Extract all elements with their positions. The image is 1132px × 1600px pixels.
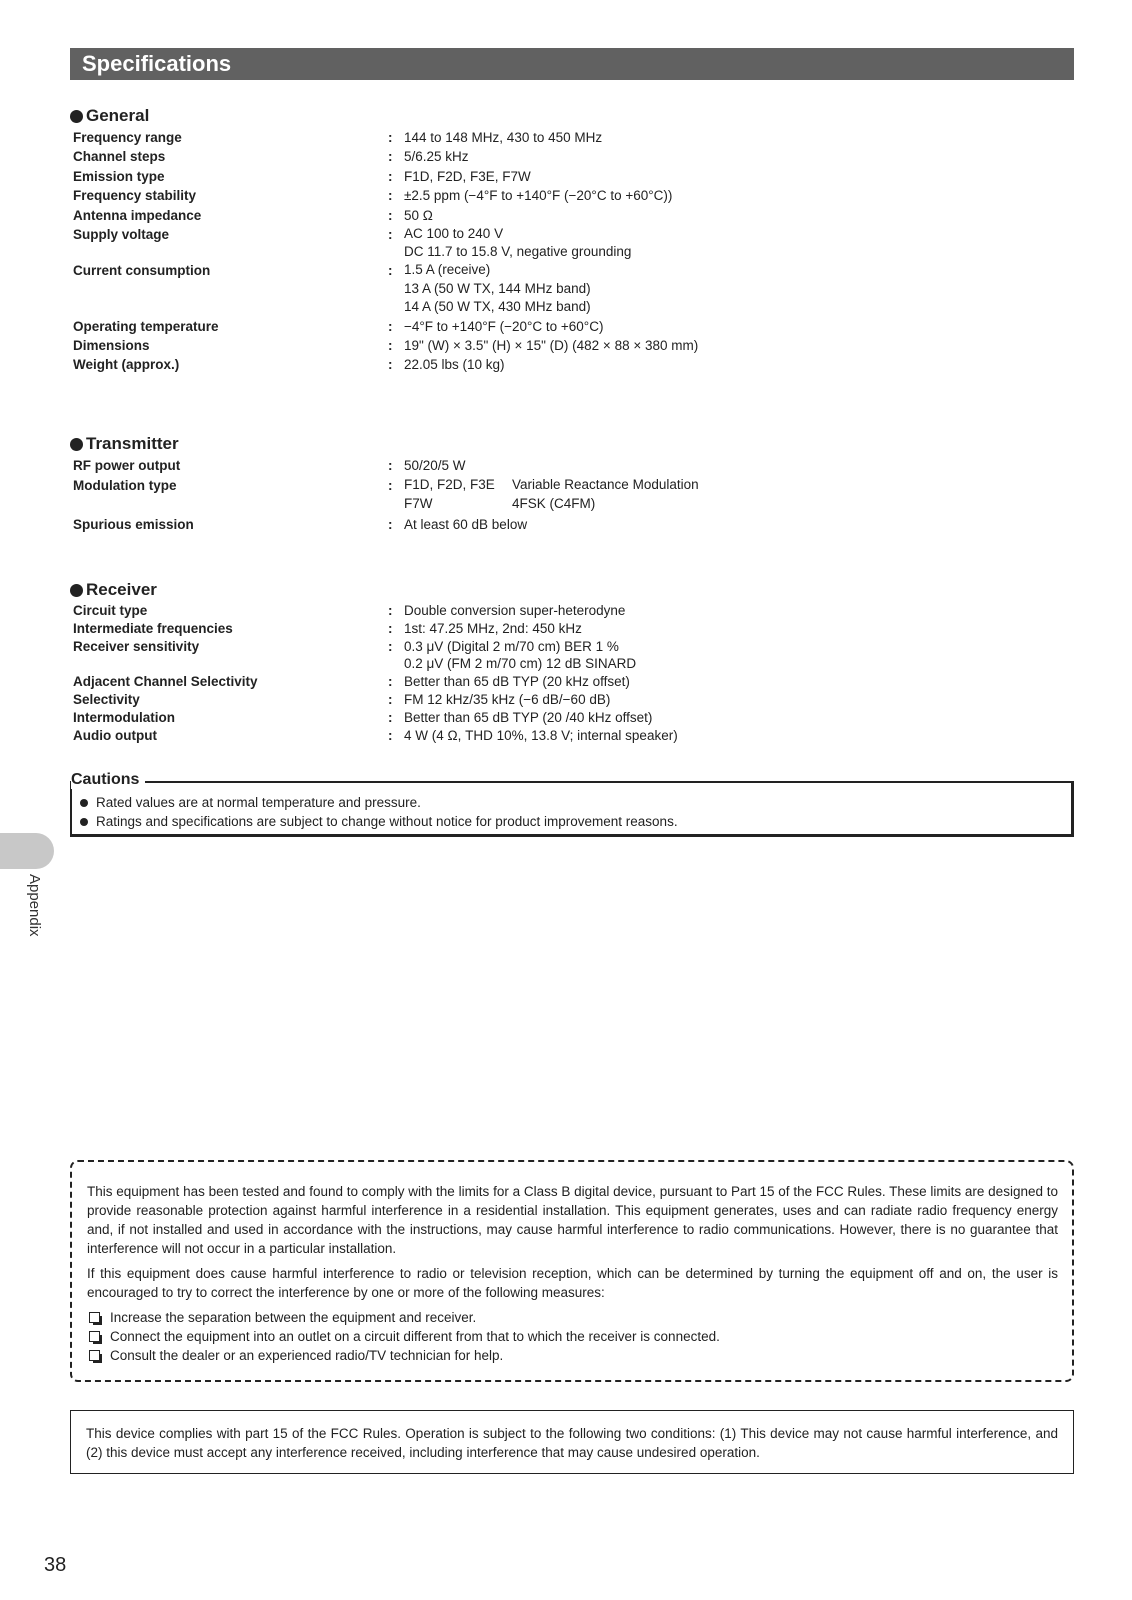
spec-row-spurious-emission xyxy=(70,515,1074,535)
side-tab xyxy=(0,833,54,869)
spec-row-circuit-type xyxy=(70,602,1074,620)
section-receiver xyxy=(70,578,1074,744)
spec-label: Supply voltage xyxy=(73,227,170,243)
spec-value: 144 to 148 MHz, 430 to 450 MHz xyxy=(404,130,603,145)
spec-row-weight xyxy=(70,355,1074,374)
spec-value: 5/6.25 kHz xyxy=(404,149,469,165)
spec-row-intermodulation xyxy=(70,709,1074,727)
spec-value: 1.5 A (receive) xyxy=(404,262,491,278)
spec-separator: : xyxy=(388,337,393,353)
spec-label: Receiver sensitivity xyxy=(73,638,200,654)
spec-row-dimensions xyxy=(70,336,1074,355)
page-title: Specifications xyxy=(70,48,1074,80)
fcc-measure-item: Consult the dealer or an experienced radio/TV technician for help. xyxy=(87,1346,1058,1365)
modulation-emission: F7W xyxy=(404,495,433,511)
spec-value: 13 A (50 W TX, 144 MHz band) xyxy=(404,280,591,296)
bullet-icon xyxy=(70,584,83,597)
spec-value: Better than 65 dB TYP (20 kHz offset) xyxy=(404,674,630,690)
spec-separator: : xyxy=(388,674,393,690)
spec-label: Intermodulation xyxy=(73,709,175,725)
spec-label: Operating temperature xyxy=(73,318,219,334)
spec-row-modulation-type xyxy=(70,476,1074,513)
spec-row-frequency-range xyxy=(70,128,1074,147)
spec-separator: : xyxy=(388,458,393,473)
caution-item: Ratings and specifications are subject to change without notice for product improvement reasons. xyxy=(72,812,1071,831)
spec-separator: : xyxy=(388,318,393,334)
bullet-icon xyxy=(70,110,83,123)
spec-label: Antenna impedance xyxy=(73,207,202,223)
spec-separator: : xyxy=(388,188,393,204)
spec-row-supply-voltage xyxy=(70,225,1074,261)
spec-row-selectivity xyxy=(70,691,1074,709)
fcc-measure-item: Increase the separation between the equipment and receiver. xyxy=(87,1308,1058,1327)
spec-row-receiver-sensitivity xyxy=(70,638,1074,674)
spec-value: 22.05 lbs (10 kg) xyxy=(404,357,505,373)
spec-value: AC 100 to 240 V xyxy=(404,226,504,242)
spec-value: −4°F to +140°F (−20°C to +60°C) xyxy=(404,318,604,334)
spec-separator: : xyxy=(388,227,393,243)
compliance-statement: This device complies with part 15 of the FCC Rules. Operation is subject to the following two conditions: (1) This device may not cause harmful interference, and (2) this device must accept any interference received, including interference that may cause undesired operation. xyxy=(70,1410,1074,1474)
spec-label: RF power output xyxy=(73,458,181,473)
spec-value: 4 W (4 Ω, THD 10%, 13.8 V; internal speaker) xyxy=(404,727,678,743)
bullet-icon xyxy=(80,799,88,807)
spec-value: FM 12 kHz/35 kHz (−6 dB/−60 dB) xyxy=(404,691,611,707)
section-heading: Transmitter xyxy=(70,432,1074,456)
spec-label: Weight (approx.) xyxy=(73,357,180,373)
spec-separator: : xyxy=(388,130,393,145)
spec-row-antenna-impedance xyxy=(70,206,1074,225)
spec-value: DC 11.7 to 15.8 V, negative grounding xyxy=(404,244,632,260)
page-number: 38 xyxy=(44,1554,67,1576)
spec-separator: : xyxy=(388,691,393,707)
section-general xyxy=(70,104,1074,375)
caution-item: Rated values are at normal temperature and pressure. xyxy=(72,793,1071,812)
bullet-icon xyxy=(80,818,88,826)
spec-row-channel-steps xyxy=(70,147,1074,166)
modulation-method: 4FSK (C4FM) xyxy=(512,495,596,511)
spec-value: 50 Ω xyxy=(404,207,433,223)
spec-label: Channel steps xyxy=(73,149,166,165)
spec-label: Emission type xyxy=(73,168,165,184)
spec-row-operating-temperature xyxy=(70,317,1074,336)
spec-separator: : xyxy=(388,709,393,725)
spec-separator: : xyxy=(388,263,393,279)
spec-separator: : xyxy=(388,603,393,618)
spec-row-adjacent-channel-selectivity xyxy=(70,673,1074,691)
spec-separator: : xyxy=(388,478,393,493)
spec-separator: : xyxy=(388,638,393,654)
spec-separator: : xyxy=(388,727,393,743)
checkbox-icon xyxy=(89,1350,100,1361)
spec-label: Circuit type xyxy=(73,603,148,618)
cautions-title: Cautions xyxy=(71,771,145,789)
bullet-icon xyxy=(70,438,83,451)
fcc-measure-item: Connect the equipment into an outlet on a circuit different from that to which the receiver is connected. xyxy=(87,1327,1058,1346)
spec-label: Frequency range xyxy=(73,130,182,145)
section-heading: Receiver xyxy=(70,578,1074,602)
spec-label: Current consumption xyxy=(73,263,211,279)
spec-value: 1st: 47.25 MHz, 2nd: 450 kHz xyxy=(404,620,582,636)
side-tab-label: Appendix xyxy=(26,874,43,937)
spec-value: F1D, F2D, F3E, F7W xyxy=(404,168,531,184)
spec-value: 19" (W) × 3.5" (H) × 15" (D) (482 × 88 × 380 mm) xyxy=(404,337,699,353)
spec-row-emission-type xyxy=(70,167,1074,186)
spec-label: Spurious emission xyxy=(73,517,194,532)
spec-separator: : xyxy=(388,207,393,223)
checkbox-icon xyxy=(89,1331,100,1342)
fcc-paragraph: If this equipment does cause harmful interference to radio or television reception, which can be determined by turning the equipment off and on, the user is encouraged to try to correct the interference by one or more of the following measures: xyxy=(87,1266,1058,1300)
spec-separator: : xyxy=(388,357,393,373)
spec-separator: : xyxy=(388,168,393,184)
spec-label: Adjacent Channel Selectivity xyxy=(73,674,258,690)
section-heading: General xyxy=(70,104,1074,128)
spec-value: ±2.5 ppm (−4°F to +140°F (−20°C to +60°C)) xyxy=(404,188,673,204)
cautions-box xyxy=(70,781,1074,837)
spec-value: Double conversion super-heterodyne xyxy=(404,603,626,618)
spec-value: 0.2 μV (FM 2 m/70 cm) 12 dB SINARD xyxy=(404,656,637,672)
spec-label: Intermediate frequencies xyxy=(73,620,233,636)
spec-value: 14 A (50 W TX, 430 MHz band) xyxy=(404,299,591,315)
spec-row-current-consumption xyxy=(70,261,1074,317)
checkbox-icon xyxy=(89,1312,100,1323)
spec-row-rf-power-output xyxy=(70,456,1074,476)
spec-label: Modulation type xyxy=(73,478,177,493)
spec-row-intermediate-frequencies xyxy=(70,620,1074,638)
spec-separator: : xyxy=(388,149,393,165)
spec-label: Frequency stability xyxy=(73,188,197,204)
spec-separator: : xyxy=(388,517,393,532)
spec-label: Audio output xyxy=(73,727,157,743)
spec-label: Dimensions xyxy=(73,337,150,353)
spec-row-frequency-stability xyxy=(70,186,1074,205)
section-transmitter xyxy=(70,432,1074,535)
spec-value: Better than 65 dB TYP (20 /40 kHz offset) xyxy=(404,709,653,725)
spec-separator: : xyxy=(388,620,393,636)
spec-value: 0.3 μV (Digital 2 m/70 cm) BER 1 % xyxy=(404,638,619,654)
spec-value: 50/20/5 W xyxy=(404,458,466,473)
spec-value: At least 60 dB below xyxy=(404,517,528,532)
spec-label: Selectivity xyxy=(73,691,140,707)
modulation-emission: F1D, F2D, F3E xyxy=(404,477,495,492)
fcc-notice-box xyxy=(70,1160,1074,1382)
spec-row-audio-output xyxy=(70,727,1074,745)
fcc-paragraph: This equipment has been tested and found to comply with the limits for a Class B digital device, pursuant to Part 15 of the FCC Rules. These limits are designed to provide reasonable protection against harmful interference in a residential installation. This equipment generates, uses and can radiate radio frequency energy and, if not installed and used in accordance with the instructions, may cause harmful interference to radio communications. However, there is no guarantee that interference will not occur in a particular installation. xyxy=(87,1184,1058,1256)
modulation-method: Variable Reactance Modulation xyxy=(512,477,699,492)
